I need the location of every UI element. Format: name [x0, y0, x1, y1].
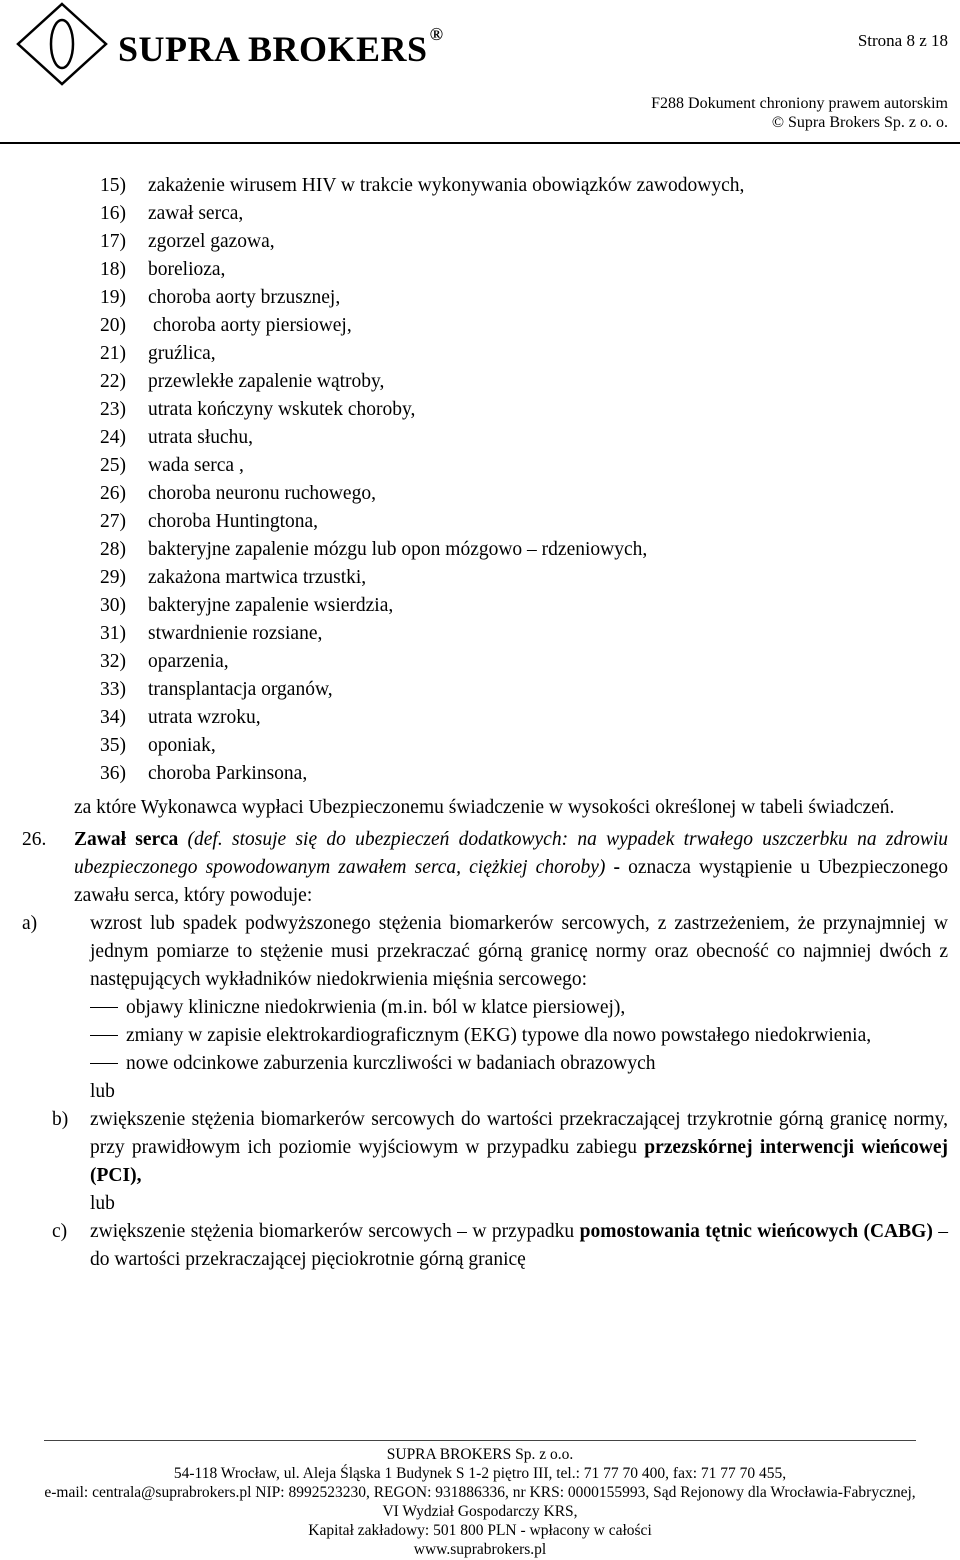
- header-divider: [0, 142, 960, 144]
- section-26: [0, 826, 960, 910]
- bullet-item: objawy kliniczne niedokrwienia (m.in. ból w klatce piersiowej),: [90, 994, 948, 1022]
- section-number: 26.: [22, 829, 47, 850]
- list-item: 27) choroba Huntingtona,: [100, 511, 319, 532]
- list-item: 30) bakteryjne zapalenie wsierdzia,: [100, 595, 394, 616]
- list-item: 20) choroba aorty piersiowej,: [100, 315, 352, 336]
- list-item: 18) borelioza,: [100, 259, 226, 280]
- registered-mark: ®: [429, 24, 444, 44]
- bullet-item: zmiany w zapisie elektrokardiograficznym (EKG) typowe dla nowo powstałego niedokrwienia,: [90, 1022, 948, 1050]
- page-footer: [0, 1445, 960, 1559]
- page-header: [0, 0, 960, 131]
- list-item: 16) zawał serca,: [100, 203, 244, 224]
- list-item: 26) choroba neuronu ruchowego,: [100, 483, 376, 504]
- or-connector: lub: [90, 1193, 115, 1214]
- footer-address: 54-118 Wrocław, ul. Aleja Śląska 1 Budynek S 1-2 piętro III, tel.: 71 77 70 400, fax: 71 77 70 455,: [173, 1465, 787, 1482]
- section-definition: Zawał serca (def. stosuje się do ubezpieczeń dodatkowych: na wypadek trwałego uszczerbku na zdrowiu ubezpieczonego spowodowanym zawałem serca, ciężkiej choroby) - oznacza wystąpienie u Ubezpieczonego zawału serca, który powoduje:: [74, 829, 948, 906]
- dash-bullet-icon: [90, 1063, 118, 1064]
- dash-bullet-icon: [90, 1007, 118, 1008]
- footer-court: VI Wydział Gospodarczy KRS,: [382, 1503, 578, 1520]
- list-item: 32) oparzenia,: [100, 651, 229, 672]
- closing-paragraph: za które Wykonawca wypłaci Ubezpieczonemu świadczenie w wysokości określonej w tabeli świadczeń.: [74, 797, 895, 818]
- footer-website: www.suprabrokers.pl: [413, 1541, 547, 1558]
- list-item: 33) transplantacja organów,: [100, 679, 333, 700]
- document-body: [0, 172, 960, 1274]
- footer-capital: Kapitał zakładowy: 501 800 PLN - wpłacony w całości: [308, 1522, 652, 1539]
- list-item: 19) choroba aorty brzusznej,: [100, 287, 341, 308]
- document-id: F288 Dokument chroniony prawem autorskim: [651, 95, 948, 112]
- list-item: 29) zakażona martwica trzustki,: [100, 567, 367, 588]
- brand-name: SUPRA BROKERS ®: [118, 24, 444, 69]
- copyright-notice: © Supra Brokers Sp. z o. o.: [771, 114, 948, 131]
- dash-bullet-icon: [90, 1035, 118, 1036]
- item-b: b) zwiększenie stężenia biomarkerów sercowych do wartości przekraczającej trzykrotnie górną granicę normy, przy prawidłowym ich poziomie wyjściowym w przypadku zabiegu przezskórnej interwencji wieńcowej (PCI),: [52, 1109, 948, 1186]
- list-item: 36) choroba Parkinsona,: [100, 763, 308, 784]
- list-item: 28) bakteryjne zapalenie mózgu lub opon mózgowo – rdzeniowych,: [100, 539, 648, 560]
- supra-brokers-logo-icon: [14, 2, 110, 86]
- item-c: c) zwiększenie stężenia biomarkerów sercowych – w przypadku pomostowania tętnic wieńcowych (CABG) – do wartości przekraczającej pięciokrotnie górną granicę: [52, 1221, 948, 1270]
- footer-divider: [44, 1440, 916, 1441]
- footer-registry: e-mail: centrala@suprabrokers.pl NIP: 8992523230, REGON: 931886336, nr KRS: 0000155993, Sąd Rejonowy dla Wrocławia-Fabrycznej,: [44, 1484, 916, 1501]
- list-item: 23) utrata kończyny wskutek choroby,: [100, 399, 416, 420]
- list-item: 25) wada serca ,: [100, 455, 244, 476]
- list-item: 21) gruźlica,: [100, 343, 216, 364]
- section-title: Zawał serca: [74, 829, 179, 850]
- footer-company: SUPRA BROKERS Sp. z o.o.: [386, 1446, 574, 1463]
- list-item: 15) zakażenie wirusem HIV w trakcie wykonywania obowiązków zawodowych,: [100, 175, 745, 196]
- list-item: 24) utrata słuchu,: [100, 427, 254, 448]
- list-item: 17) zgorzel gazowa,: [100, 231, 275, 252]
- or-connector: lub: [90, 1081, 115, 1102]
- item-a: a) wzrost lub spadek podwyższonego stężenia biomarkerów sercowych, z zastrzeżeniem, że przynajmniej w jednym pomiarze to stężenie musi przekraczać górną granicę normy oraz obecność co najmniej dwóch z następujących wykładników niedokrwienia mięśnia sercowego:: [22, 913, 948, 990]
- bullet-item: nowe odcinkowe zaburzenia kurczliwości w badaniach obrazowych: [90, 1050, 948, 1078]
- page-number: Strona 8 z 18: [857, 31, 948, 50]
- list-item: 22) przewlekłe zapalenie wątroby,: [100, 371, 385, 392]
- list-item: 35) oponiak,: [100, 735, 216, 756]
- list-item: 34) utrata wzroku,: [100, 707, 261, 728]
- list-item: 31) stwardnienie rozsiane,: [100, 623, 323, 644]
